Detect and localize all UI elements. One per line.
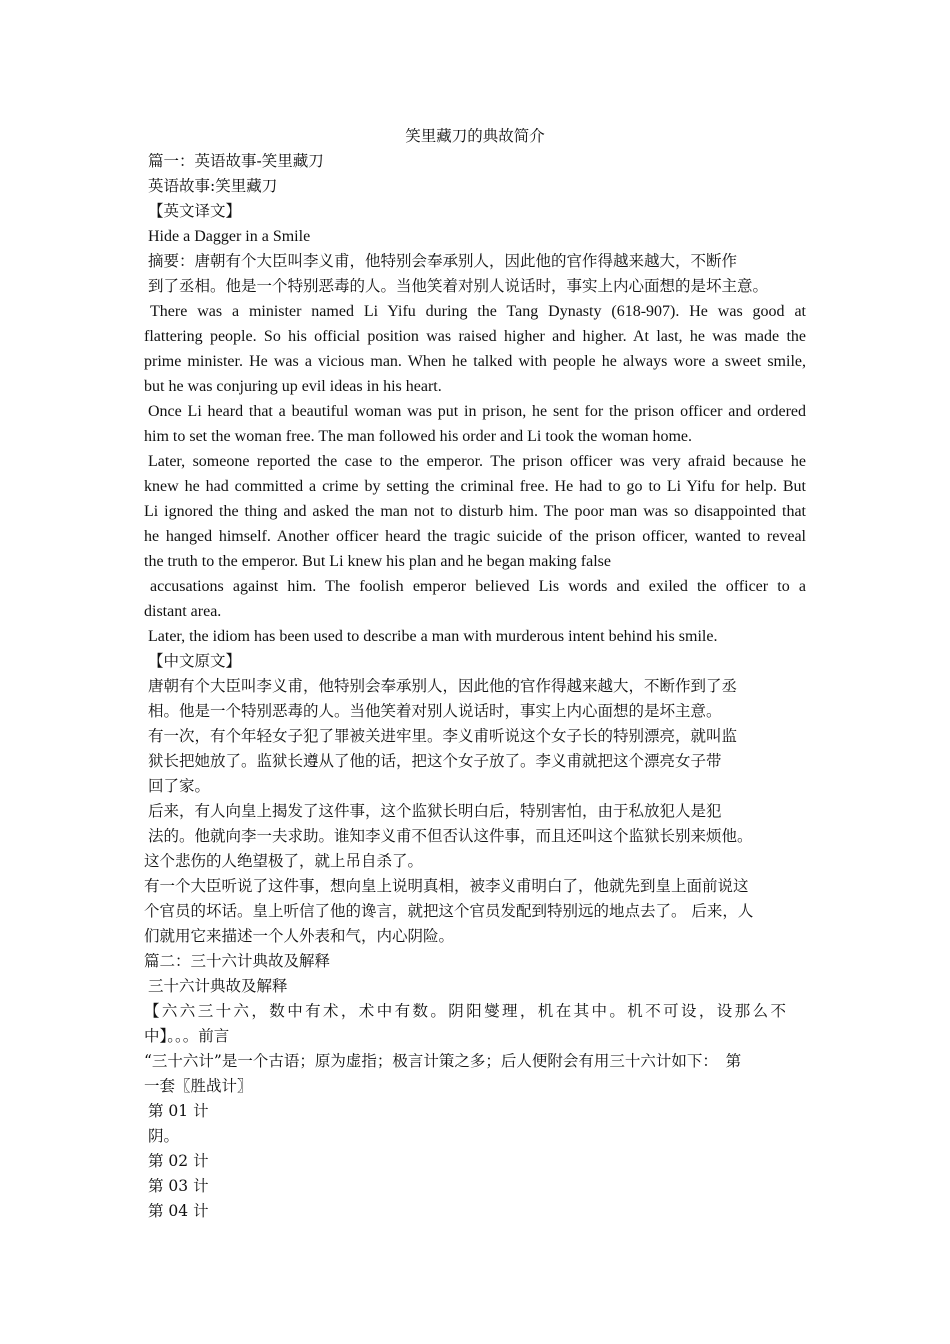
document-title: 笑里藏刀的典故简介: [405, 127, 545, 145]
english-paragraph-line: knew he had committed a crime by setting the criminal free. He had to go to Li Yifu for help. But: [144, 478, 806, 495]
preface-quote-line: 中】。。。前言: [144, 1027, 230, 1045]
chinese-paragraph-line: 个官员的坏话。皇上听信了他的谗言，就把这个官员发配到特别远的地点去了。 后来，人: [144, 902, 754, 920]
chinese-paragraph-line: 狱长把她放了。监狱长遵从了他的话，把这个女子放了。李义甫就把这个漂亮女子带: [148, 752, 722, 770]
english-paragraph-line: accusations against him. The foolish emperor believed Lis words and exiled the officer to a: [150, 578, 806, 595]
english-paragraph-line: him to set the woman free. The man followed his order and Li took the woman home.: [144, 428, 693, 445]
preface-quote-line: 【六六三十六，数中有术，术中有数。阴阳燮理，机在其中。机不可设，设那么不: [144, 1002, 789, 1020]
section-heading-1: 篇一：英语故事-笑里藏刀: [148, 152, 324, 170]
chinese-paragraph-line: 后来，有人向皇上揭发了这件事，这个监狱长明白后，特别害怕，由于私放犯人是犯: [148, 802, 722, 820]
summary-line: 到了丞相。他是一个特别恶毒的人。当他笑着对别人说话时，事实上内心面想的是坏主意。: [148, 277, 769, 295]
chinese-paragraph-line: 有一个大臣听说了这件事，想向皇上说明真相，被李义甫明白了，他就先到皇上面前说这: [144, 877, 749, 895]
stratagem-item: 阴。: [148, 1127, 180, 1145]
english-paragraph-line: the truth to the emperor. But Li knew his plan and he began making false: [144, 553, 611, 570]
stratagem-item: 第 01 计: [148, 1102, 209, 1120]
preface-line: “三十六计”是一个古语；原为虚指；极言计策之多；后人便附会有用三十六计如下： 第: [144, 1052, 742, 1070]
document-body: [144, 124, 806, 1224]
english-paragraph-line: distant area.: [144, 603, 222, 620]
chinese-paragraph-line: 有一次，有个年轻女子犯了罪被关进牢里。李义甫听说这个女子长的特别漂亮，就叫监: [148, 727, 738, 745]
english-paragraph-line: but he was conjuring up evil ideas in his heart.: [144, 378, 442, 395]
english-paragraph-line: Li ignored the thing and asked the man not to disturb him. The poor man was so disappointed that: [144, 503, 806, 520]
chinese-paragraph-line: 相。他是一个特别恶毒的人。当他笑着对别人说话时，事实上内心面想的是坏主意。: [148, 702, 722, 720]
preface-line: 一套〖胜战计〗: [144, 1077, 253, 1095]
english-translation-label: 【英文译文】: [148, 202, 242, 220]
english-paragraph-line: Once Li heard that a beautiful woman was put in prison, he sent for the prison officer and ordered: [148, 403, 806, 420]
chinese-paragraph-line: 这个悲伤的人绝望极了，就上吊自杀了。: [144, 852, 424, 870]
story-heading: 英语故事:笑里藏刀: [148, 177, 278, 195]
english-paragraph-line: There was a minister named Li Yifu during the Tang Dynasty (618-907). He was good at: [150, 303, 806, 320]
stratagem-item: 第 03 计: [148, 1177, 209, 1195]
english-paragraph-line: he hanged himself. Another officer heard the tragic suicide of the prison officer, wanted to reveal: [144, 528, 806, 545]
summary-line: 摘要：唐朝有个大臣叫李义甫，他特别会奉承别人，因此他的官作得越来越大，不断作: [148, 252, 738, 270]
chinese-paragraph-line: 回了家。: [148, 777, 211, 795]
section-subheading: 三十六计典故及解释: [148, 977, 288, 995]
chinese-paragraph-line: 唐朝有个大臣叫李义甫，他特别会奉承别人，因此他的官作得越来越大，不断作到了丞: [148, 677, 738, 695]
english-paragraph-line: prime minister. He was a vicious man. When he talked with people he always wore a sweet smile,: [144, 353, 806, 370]
english-paragraph-line: flattering people. So his official position was raised higher and higher. At last, he was made the: [144, 328, 806, 345]
stratagem-item: 第 04 计: [148, 1202, 209, 1220]
english-paragraph-line: Later, the idiom has been used to describe a man with murderous intent behind his smile.: [148, 628, 718, 645]
stratagem-item: 第 02 计: [148, 1152, 209, 1170]
chinese-original-label: 【中文原文】: [148, 652, 242, 670]
chinese-paragraph-line: 们就用它来描述一个人外表和气，内心阴险。: [144, 927, 455, 945]
english-paragraph-line: Later, someone reported the case to the emperor. The prison officer was very afraid because he: [148, 453, 806, 470]
section-heading-2: 篇二：三十六计典故及解释: [144, 952, 331, 970]
english-title: Hide a Dagger in a Smile: [148, 228, 311, 245]
chinese-paragraph-line: 法的。他就向李一夫求助。谁知李义甫不但否认这件事，而且还叫这个监狱长别来烦他。: [148, 827, 753, 845]
